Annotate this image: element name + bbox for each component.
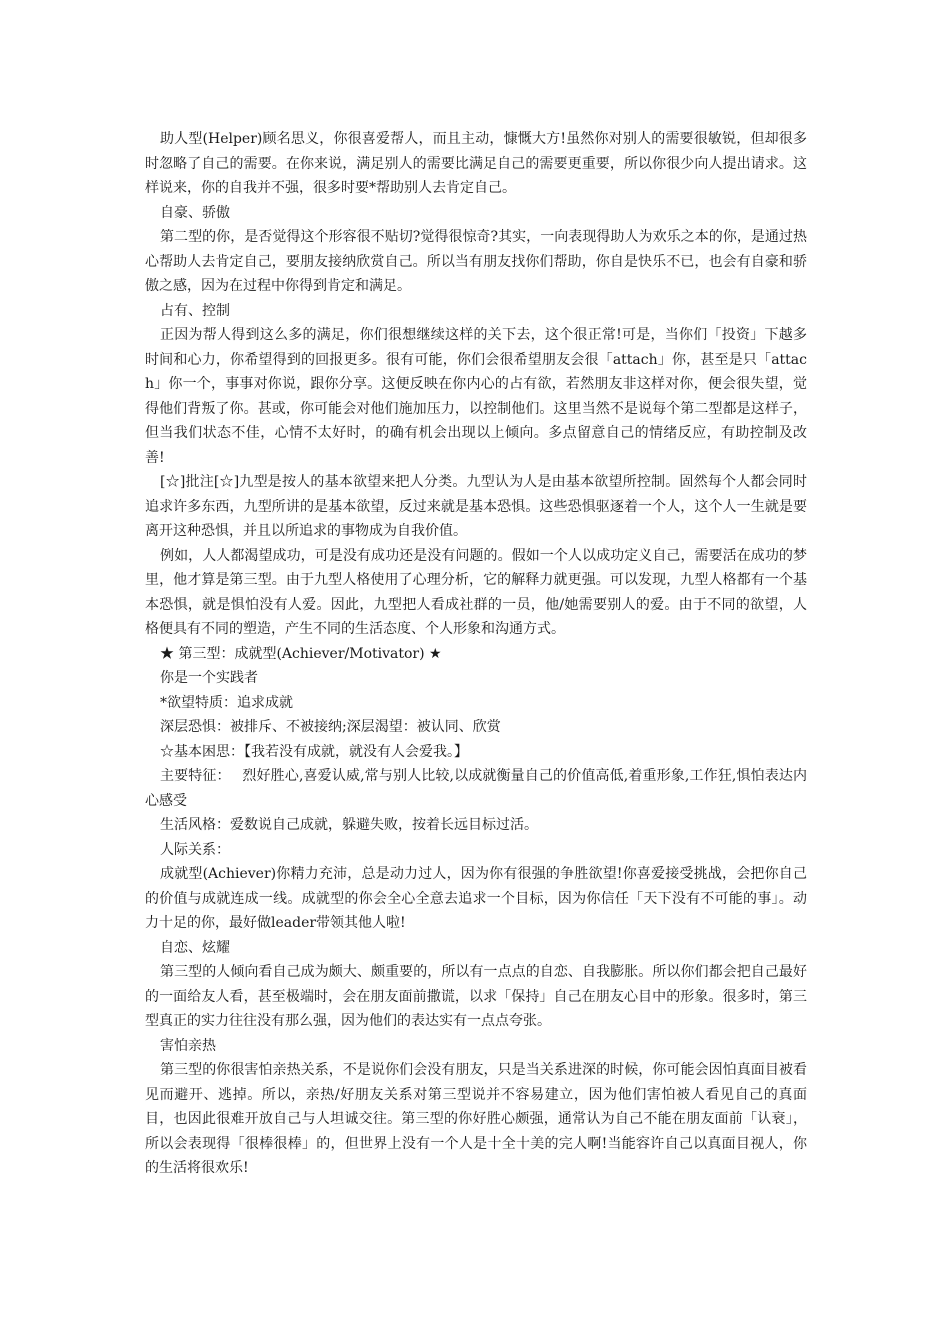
line-desire-trait: *欲望特质：追求成就 (160, 694, 293, 711)
heading-fear-intimacy: 害怕亲热 (160, 1037, 216, 1054)
paragraph-possession-control: 正因为帮人得到这么多的满足，你们很想继续这样的关下去，这个很正常!可是，当你们「投资」下越多时间和心力，你希望得到的回报更多。很有可能，你们会很希望朋友会很「attach」你，甚至是只「attach」你一个，事事对你说，跟你分享。这便反映在你内心的占有欲，若然朋友非这样对你，便会很失望，觉得他们背叛了你。甚或，你可能会对他们施加压力，以控制他们。这里当然不是说每个第二型都是这样子，但当我们状态不佳，心情不太好时，的确有机会出现以上倾向。多点留意自己的情绪反应，有助控制及改善! (145, 327, 807, 466)
line-fear-desire: 深层恐惧：被排斥、不被接纳;深层渴望：被认同、欣赏 (160, 719, 501, 735)
paragraph-pride: 第二型的你，是否觉得这个形容很不贴切?觉得很惊奇?其实，一向表现得助人为欢乐之本的你，是通过热心帮助人去肯定自己，要朋友接纳欣赏自己。所以当有朋友找你们帮助，你自是快乐不已，也会有自豪和骄傲之感，因为在过程中你得到肯定和满足。 (145, 229, 807, 294)
line-main-features: 主要特征： 烈好胜心,喜爱认威,常与别人比较,以成就衡量自己的价值高低,着重形象,工作狂,惧怕表达内心感受 (145, 768, 807, 809)
paragraph-annotation: [☆]批注[☆]九型是按人的基本欲望来把人分类。九型认为人是由基本欲望所控制。固然每个人都会同时追求许多东西，九型所讲的是基本欲望，反过来就是基本恐惧。这些恐惧驱逐着一个人，这个人一生就是要离开这种恐惧，并且以所追求的事物成为自我价值。 (145, 474, 807, 539)
line-basic-dilemma: ☆基本困思：【我若没有成就，就没有人会爱我。】 (160, 743, 468, 760)
line-life-style: 生活风格：爱数说自己成就，躲避失败，按着长远目标过活。 (160, 817, 538, 833)
paragraph-narcissism: 第三型的人倾向看自己成为颇大、颇重要的，所以有一点点的自恋、自我膨胀。所以你们都会把自己最好的一面给友人看，甚至极端时，会在朋友面前撒谎，以求「保持」自己在朋友心目中的形象。很多时，第三型真正的实力往往没有那么强，因为他们的表达实有一点点夸张。 (145, 964, 807, 1029)
heading-pride: 自豪、骄傲 (160, 204, 230, 221)
line-practitioner: 你是一个实践者 (160, 670, 258, 686)
heading-relationships: 人际关系： (160, 841, 230, 858)
paragraph-fear-intimacy: 第三型的你很害怕亲热关系，不是说你们会没有朋友，只是当关系进深的时候，你可能会因怕真面目被看见而避开、逃掉。所以，亲热/好朋友关系对第三型说并不容易建立，因为他们害怕被人看见自己的真面目，也因此很难开放自己与人坦诚交往。第三型的你好胜心颇强，通常认为自己不能在朋友面前「认衰」，所以会表现得「很棒很棒」的，但世界上没有一个人是十全十美的完人啊!当能容许自己以真面目视人，你的生活将很欢乐! (145, 1062, 807, 1176)
paragraph-achiever: 成就型(Achiever)你精力充沛，总是动力过人，因为你有很强的争胜欲望!你喜爱接受挑战，会把你自己的价值与成就连成一线。成就型的你会全心全意去追求一个目标，因为你信任「天下没有不可能的事」。动力十足的你，最好做leader带领其他人啦! (145, 866, 807, 931)
heading-type-three: ★ 第三型：成就型(Achiever/Motivator) ★ (160, 645, 442, 662)
paragraph-helper-intro: 助人型(Helper)顾名思义，你很喜爱帮人，而且主动，慷慨大方!虽然你对别人的需要很敏锐，但却很多时忽略了自己的需要。在你来说，满足别人的需要比满足自己的需要更重要，所以你很少向人提出请求。这样说来，你的自我并不强，很多时要*帮助别人去肯定自己。 (145, 131, 807, 196)
heading-narcissism: 自恋、炫耀 (160, 939, 230, 956)
document-body (145, 127, 807, 1181)
paragraph-example: 例如，人人都渴望成功，可是没有成功还是没有问题的。假如一个人以成功定义自己，需要活在成功的梦里，他才算是第三型。由于九型人格使用了心理分析，它的解释力就更强。可以发现，九型人格都有一个基本恐惧，就是惧怕没有人爱。因此，九型把人看成社群的一员，他/她需要别人的爱。由于不同的欲望，人格便具有不同的塑造，产生不同的生活态度、个人形象和沟通方式。 (145, 547, 807, 637)
heading-possession-control: 占有、控制 (160, 302, 230, 319)
